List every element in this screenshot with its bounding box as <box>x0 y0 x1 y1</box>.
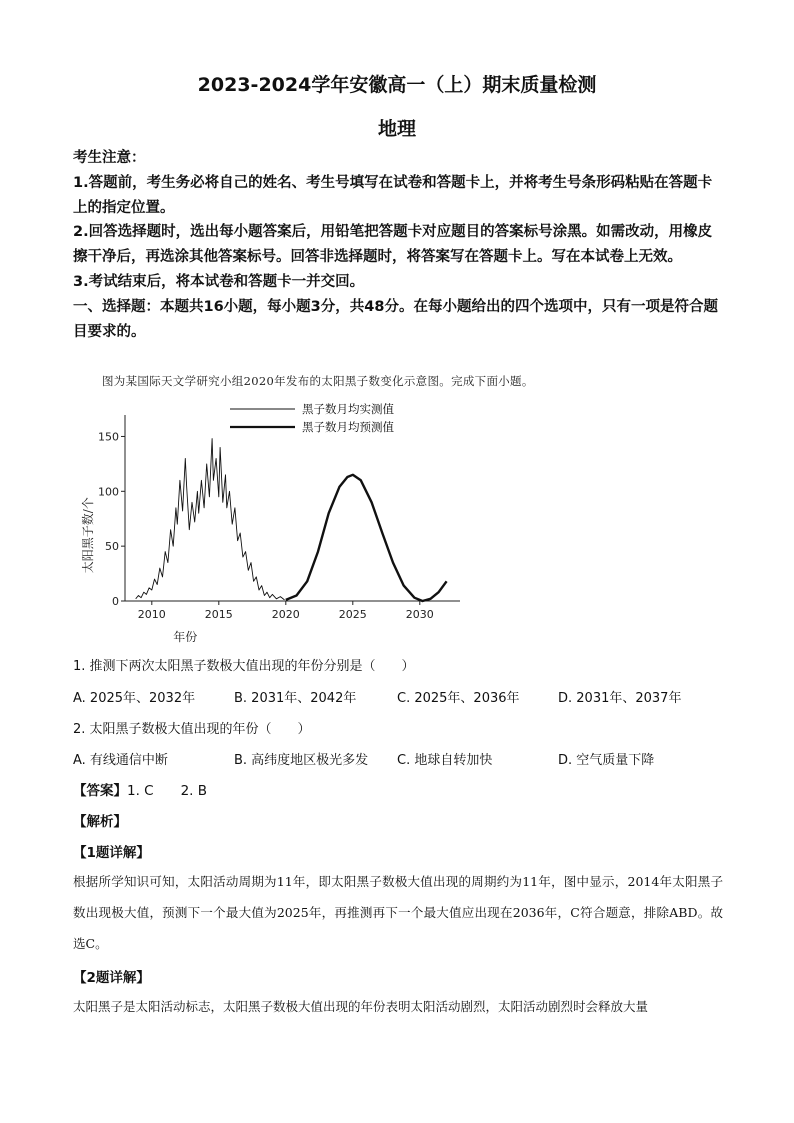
y-tick-label: 150 <box>98 430 119 444</box>
answer-line <box>73 779 207 799</box>
legend-label: 黑子数月均实测值 <box>302 402 394 416</box>
x-tick-label: 2015 <box>204 608 233 621</box>
observed-series-line <box>136 439 285 600</box>
question-2-stem: 2. 太阳黑子数极大值出现的年份（ ） <box>73 722 311 737</box>
exam-title: 2023-2024学年安徽高一（上）期末质量检测 <box>197 74 597 96</box>
question-2-option-d[interactable]: D. 空气质量下降 <box>558 753 655 768</box>
x-tick-label: 2030 <box>405 608 434 621</box>
x-tick-label: 2010 <box>137 608 166 621</box>
notice-item: 3.考试结束后，将本试卷和答题卡一并交回。 <box>73 273 365 290</box>
q1-detail-text: 根据所学知识可知，太阳活动周期为11年，即太阳黑子数极大值出现的周期约为11年，图中显示，2014年太阳黑子数出现极大值，预测下一个最大值为2025年，再推测再下一个最大值应出现在2036年，C符合题意，排除ABD。故选C。 <box>73 874 723 951</box>
notice-heading: 考生注意： <box>73 150 146 166</box>
chart-legend <box>230 402 394 434</box>
y-tick-label: 100 <box>98 485 119 499</box>
y-axis-label: 太阳黑子数/个 <box>81 497 95 574</box>
x-tick-label: 2025 <box>338 608 367 621</box>
y-tick-label: 50 <box>105 540 119 554</box>
predicted-series-line <box>286 475 447 601</box>
chart-series <box>136 439 447 601</box>
x-tick-label: 2020 <box>271 608 300 621</box>
question-2-option-b[interactable]: B. 高纬度地区极光多发 <box>234 753 369 768</box>
section-heading: 一、选择题：本题共16小题，每小题3分，共48分。在每小题给出的四个选项中，只有一项是符合题目要求的。 <box>73 298 718 340</box>
answer-label: 【答案】 <box>73 783 127 799</box>
q1-detail-label: 【1题详解】 <box>73 845 150 861</box>
subject-title: 地理 <box>377 118 416 140</box>
chart-axes <box>125 415 460 601</box>
question-2-option-c[interactable]: C. 地球自转加快 <box>397 753 493 768</box>
x-axis-label: 年份 <box>173 630 198 644</box>
analysis-label: 【解析】 <box>73 814 127 830</box>
exam-notice <box>73 146 723 344</box>
question-1-option-d[interactable]: D. 2031年、2037年 <box>558 691 682 706</box>
q2-detail-label: 【2题详解】 <box>73 970 150 986</box>
figure-caption: 图为某国际天文学研究小组2020年发布的太阳黑子数变化示意图。完成下面小题。 <box>102 374 534 388</box>
question-1-option-a[interactable]: A. 2025年、2032年 <box>73 691 196 706</box>
y-tick-label: 0 <box>112 595 119 608</box>
legend-label: 黑子数月均预测值 <box>302 420 394 434</box>
question-1-option-c[interactable]: C. 2025年、2036年 <box>397 691 520 706</box>
chart-ticks <box>98 430 434 621</box>
question-2-option-a[interactable]: A. 有线通信中断 <box>73 753 168 768</box>
question-1-stem: 1. 推测下两次太阳黑子数极大值出现的年份分别是（ ） <box>73 659 415 674</box>
sunspot-chart <box>70 395 470 645</box>
notice-item: 2.回答选择题时，选出每小题答案后，用铅笔把答题卡对应题目的答案标号涂黑。如需改动，用橡皮擦干净后，再选涂其他答案标号。回答非选择题时，将答案写在答题卡上。写在本试卷上无效。 <box>73 224 713 266</box>
notice-item: 1.答题前，考生务必将自己的姓名、考生号填写在试卷和答题卡上，并将考生号条形码粘贴在答题卡上的指定位置。 <box>73 174 713 216</box>
q2-detail-text: 太阳黑子是太阳活动标志，太阳黑子数极大值出现的年份表明太阳活动剧烈，太阳活动剧烈时会释放大量 <box>73 999 649 1014</box>
answer-value: 1. C 2. B <box>127 783 208 799</box>
question-1-option-b[interactable]: B. 2031年、2042年 <box>234 691 357 706</box>
